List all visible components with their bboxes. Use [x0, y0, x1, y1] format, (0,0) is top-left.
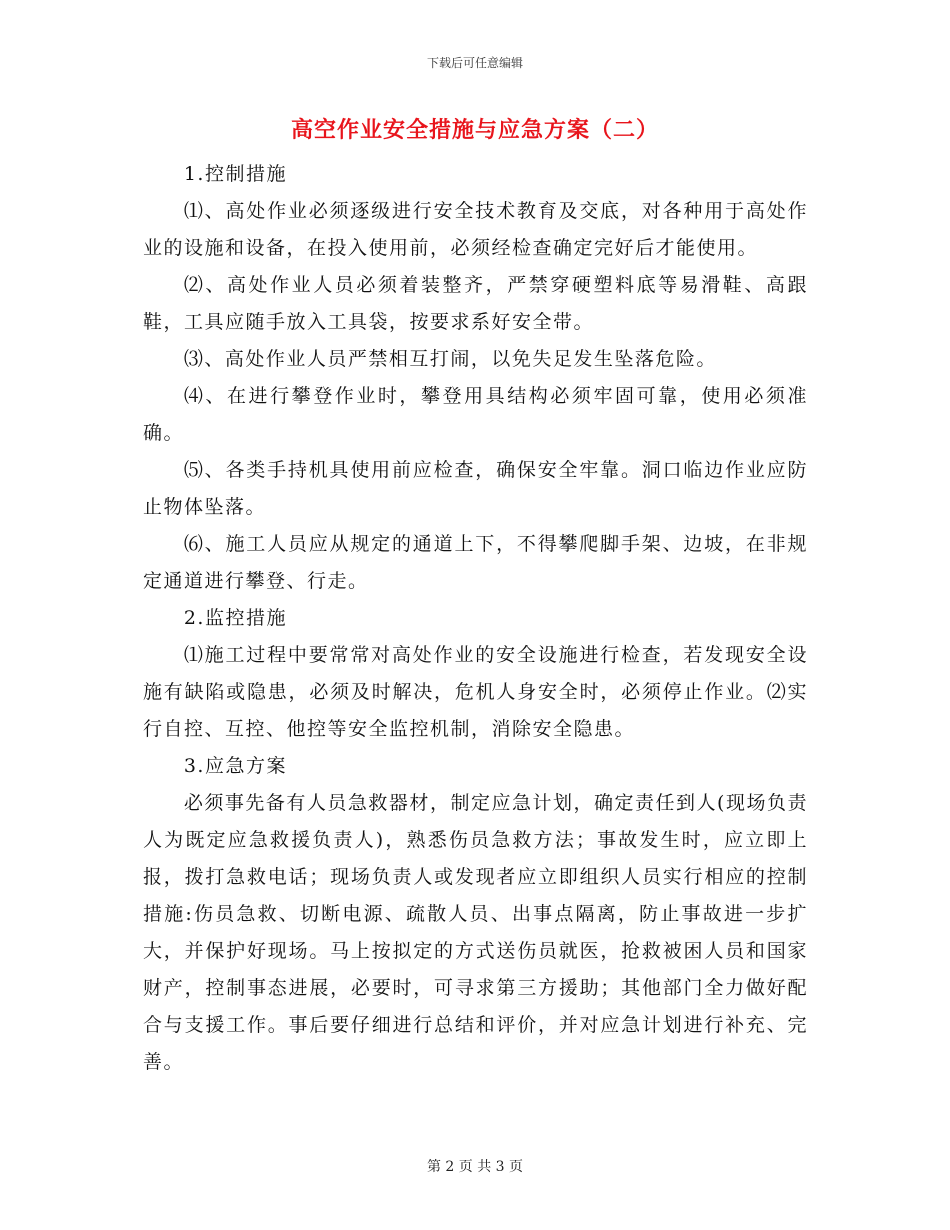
section-heading-monitor: 2.监控措施 [183, 607, 287, 629]
section-heading-control: 1.控制措施 [183, 163, 287, 185]
paragraph-monitor-1: ⑴施工过程中要常常对高处作业的安全设施进行检查，若发现安全设施有缺陷或隐患，必须及时解决，危机人身安全时，必须停止作业。⑵实行自控、互控、他控等安全监控机制，消除安全隐患。 [143, 644, 808, 740]
paragraph-control-3: ⑶、高处作业人员严禁相互打闹，以免失足发生坠落危险。 [183, 348, 717, 370]
paragraph-control-4: ⑷、在进行攀登作业时，攀登用具结构必须牢固可靠，使用必须准确。 [143, 385, 808, 444]
paragraph-emergency-1: 必须事先备有人员急救器材，制定应急计划，确定责任到人(现场负责人为既定应急救援负责人)，熟悉伤员急救方法；事故发生时，应立即上报，拨打急救电话；现场负责人或发现者应立即组织人员实行相应的控制措施:伤员急救、切断电源、疏散人员、出事点隔离，防止事故进一步扩大，并保护好现场。马上按拟定的方式送伤员就医，抢救被困人员和国家财产，控制事态进展，必要时，可寻求第三方援助；其他部门全力做好配合与支援工作。事后要仔细进行总结和评价，并对应急计划进行补充、完善。 [143, 792, 808, 1073]
paragraph-control-5: ⑸、各类手持机具使用前应检查，确保安全牢靠。洞口临边作业应防止物体坠落。 [143, 459, 808, 518]
page-footer: 第 2 页 共 3 页 [426, 1159, 524, 1175]
document-title: 高空作业安全措施与应急方案（二） [290, 117, 659, 143]
document-body [143, 156, 808, 1081]
section-heading-emergency: 3.应急方案 [183, 755, 287, 777]
header-note: 下载后可任意编辑 [426, 56, 523, 70]
paragraph-control-6: ⑹、施工人员应从规定的通道上下，不得攀爬脚手架、边坡，在非规定通道进行攀登、行走。 [143, 533, 808, 592]
paragraph-control-2: ⑵、高处作业人员必须着装整齐，严禁穿硬塑料底等易滑鞋、高跟鞋，工具应随手放入工具袋，按要求系好安全带。 [143, 274, 808, 333]
paragraph-control-1: ⑴、高处作业必须逐级进行安全技术教育及交底，对各种用于高处作业的设施和设备，在投入使用前，必须经检查确定完好后才能使用。 [143, 200, 808, 259]
